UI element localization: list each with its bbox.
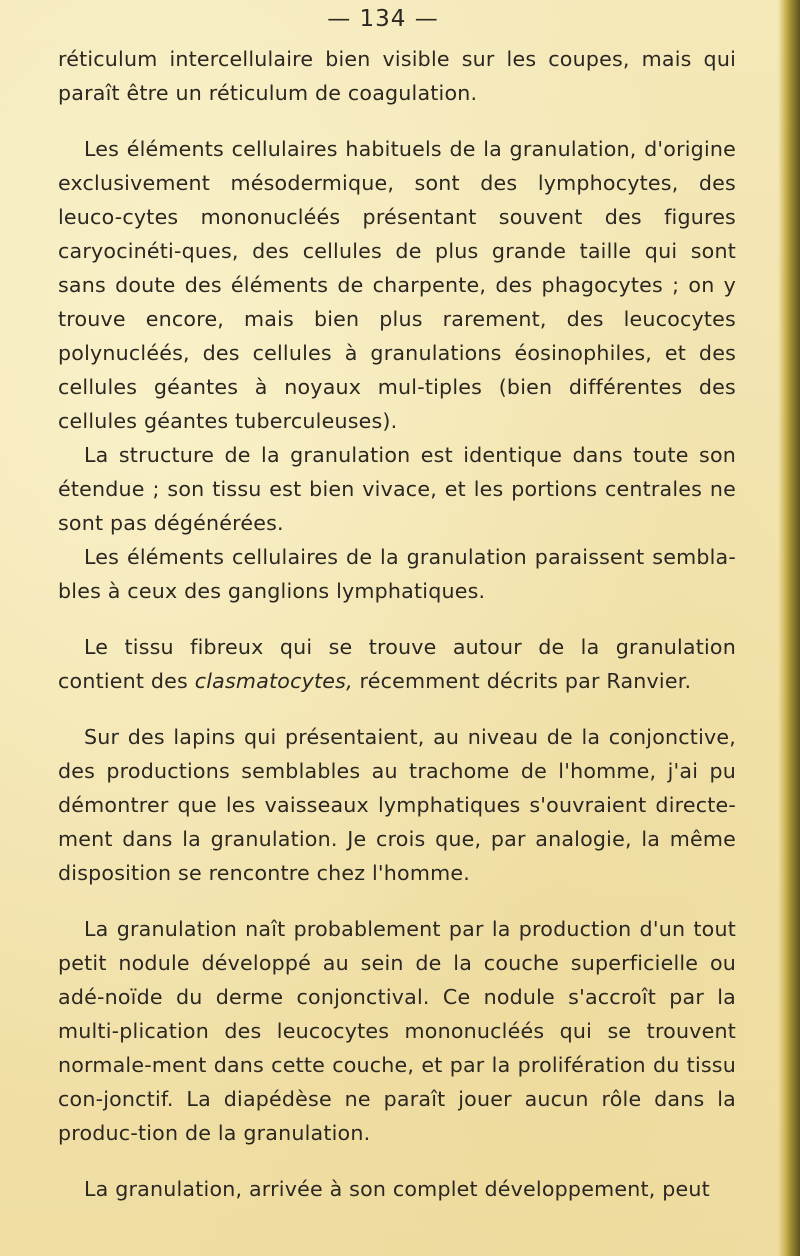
paragraph-3: La structure de la granulation est identique dans toute son étendue ; son tissu est bien vivace, et les portions centrales ne sont pas dégénérées. <box>58 443 736 535</box>
paragraph-5: Le tissu fibreux qui se trouve autour de la granulation contient des clasmatocytes, récemment décrits par Ranvier. <box>58 635 736 693</box>
paragraph-6: Sur des lapins qui présentaient, au niveau de la conjonctive, des productions semblables au trachome de l'homme, j'ai pu démontrer que les vaisseaux lymphatiques s'ouvraient directe-ment dans la granulation. Je crois que, par analogie, la même disposition se rencontre chez l'homme. <box>58 725 736 885</box>
book-page <box>58 0 758 1256</box>
page-binding-edge <box>778 0 800 1256</box>
paragraph-4: Les éléments cellulaires de la granulation paraissent sembla-bles à ceux des ganglions lymphatiques. <box>58 545 736 603</box>
italic-term: clasmatocytes, <box>194 669 353 693</box>
paragraph-2: Les éléments cellulaires habituels de la granulation, d'origine exclusivement mésodermique, sont des lymphocytes, des leuco-cytes mononucléés présentant souvent des figures caryocinéti-ques, des cellules de plus grande taille qui sont sans doute des éléments de charpente, des phagocytes ; on y trouve encore, mais bien plus rarement, des leucocytes polynucléés, des cellules à granulations éosinophiles, et des cellules géantes à noyaux mul-tiples (bien différentes des cellules géantes tuberculeuses). <box>58 137 736 433</box>
page-number: — 134 — <box>327 6 439 32</box>
body-text <box>58 42 736 1206</box>
paragraph-1: réticulum intercellulaire bien visible sur les coupes, mais qui paraît être un réticulum de coagulation. <box>58 47 736 105</box>
paragraph-7: La granulation naît probablement par la production d'un tout petit nodule développé au sein de la couche superficielle ou adé-noïde du derme conjonctival. Ce nodule s'accroît par la multi-plication des leucocytes mononucléés qui se trouvent normale-ment dans cette couche, et par la prolifération du tissu con-jonctif. La diapédèse ne paraît jouer aucun rôle dans la produc-tion de la granulation. <box>58 917 736 1145</box>
paragraph-8: La granulation, arrivée à son complet développement, peut <box>84 1177 710 1201</box>
